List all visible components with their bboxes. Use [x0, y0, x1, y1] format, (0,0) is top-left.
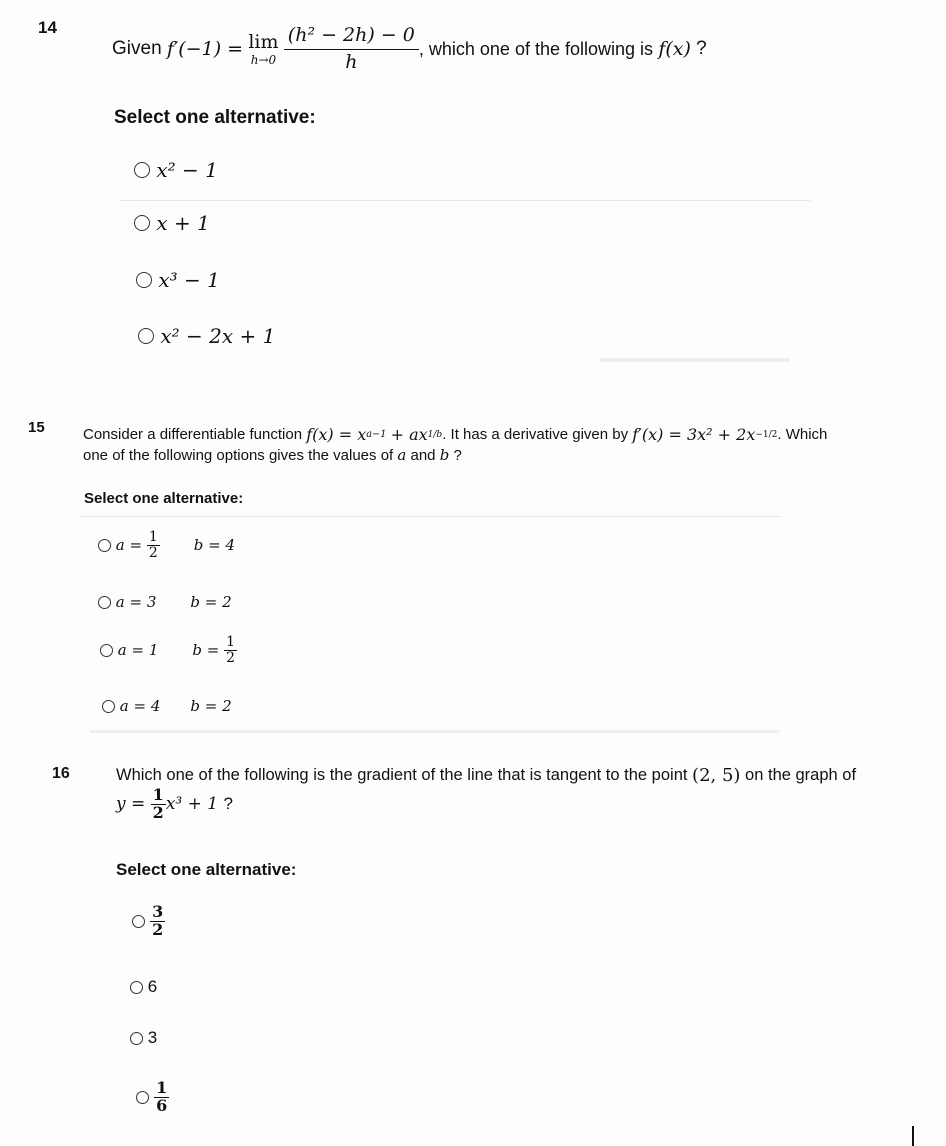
question-16-stem-line2	[116, 787, 233, 822]
q16-option-1[interactable]	[132, 904, 165, 939]
q14-option-1[interactable]	[134, 158, 218, 182]
q16-text2: on the graph of	[745, 766, 857, 784]
text-cursor-icon	[912, 1126, 914, 1146]
q15-which: . Which	[777, 426, 828, 443]
radio-circle-icon[interactable]	[130, 981, 143, 994]
radio-circle-icon[interactable]	[130, 1032, 143, 1045]
q16-option-4-frac	[154, 1080, 169, 1115]
q14-lim: lim	[248, 30, 279, 53]
q16-option-4[interactable]	[136, 1080, 169, 1115]
q15-option-3[interactable]	[100, 635, 237, 665]
q14-option-1-label: x² − 1	[156, 158, 218, 182]
q15-option-1-a-den: 2	[148, 544, 158, 561]
q14-tail-f: f(x)	[658, 38, 691, 61]
q16-y-rest: x³ + 1	[165, 794, 219, 815]
q14-frac-den: h	[345, 50, 358, 73]
q14-f-lhs: f′(−1) =	[166, 38, 244, 61]
q14-tail-q: ?	[696, 38, 707, 60]
q16-option-2-label: 6	[147, 977, 158, 996]
q15-qmark: ?	[453, 446, 462, 464]
q15-option-2[interactable]	[98, 593, 232, 611]
radio-circle-icon[interactable]	[136, 1091, 149, 1104]
q14-limit	[248, 30, 279, 67]
q15-func-exp2: 1/b	[427, 429, 443, 440]
q16-option-4-num: 1	[156, 1078, 168, 1097]
q15-line2: one of the following options gives the values of	[83, 446, 394, 464]
q15-option-1[interactable]	[98, 530, 235, 560]
q15-option-3-b-label: b =	[192, 641, 220, 660]
q16-option-3[interactable]	[130, 1028, 157, 1048]
q15-and: and	[410, 446, 436, 464]
divider	[80, 516, 780, 517]
radio-circle-icon[interactable]	[98, 596, 111, 609]
divider	[600, 358, 790, 362]
q14-option-3-label: x³ − 1	[158, 268, 220, 292]
q14-given: Given	[112, 38, 162, 60]
radio-circle-icon[interactable]	[136, 272, 152, 288]
q15-option-2-b: b = 2	[190, 593, 232, 611]
radio-circle-icon[interactable]	[134, 162, 150, 178]
q15-select-label: Select one alternative:	[84, 490, 244, 507]
question-14-number: 14	[38, 18, 57, 37]
q14-option-4[interactable]	[138, 324, 275, 348]
q15-option-4[interactable]	[102, 697, 232, 715]
q14-option-4-label: x² − 2x + 1	[160, 324, 276, 348]
q15-option-1-a-num: 1	[148, 529, 158, 545]
q15-option-1-a-label: a =	[115, 536, 143, 555]
q16-qmark: ?	[223, 794, 233, 814]
q14-option-2[interactable]	[134, 211, 210, 235]
radio-circle-icon[interactable]	[98, 539, 111, 552]
q15-intro: Consider a differentiable function	[83, 426, 303, 443]
q15-option-3-a: a = 1	[117, 641, 159, 660]
q16-option-1-num: 3	[152, 902, 164, 921]
q15-option-1-a-frac	[147, 530, 160, 560]
q16-text: Which one of the following is the gradient of the line that is tangent to the point	[116, 766, 688, 784]
question-15-number: 15	[28, 419, 45, 436]
q16-y-eq: y =	[116, 794, 146, 815]
q16-option-1-frac	[150, 904, 165, 939]
q15-option-3-b-frac	[224, 635, 237, 665]
divider	[90, 730, 780, 733]
radio-circle-icon[interactable]	[100, 644, 113, 657]
q16-option-3-label: 3	[147, 1028, 158, 1047]
q16-option-2[interactable]	[130, 977, 157, 997]
radio-circle-icon[interactable]	[132, 915, 145, 928]
question-16-number: 16	[52, 765, 70, 782]
radio-circle-icon[interactable]	[134, 215, 150, 231]
q16-y-frac	[151, 787, 166, 822]
q16-select-label: Select one alternative:	[116, 860, 297, 879]
q15-option-3-b-den: 2	[226, 649, 236, 666]
q15-option-2-a: a = 3	[115, 593, 157, 611]
q16-y-den: 2	[152, 802, 164, 822]
question-15-stem-line1	[83, 425, 827, 444]
q16-y-num: 1	[152, 785, 164, 804]
divider	[120, 200, 810, 201]
q15-mid: . It has a derivative given by	[442, 426, 629, 443]
q16-point: (2, 5)	[692, 765, 741, 786]
q15-deriv: f′(x) = 3x² + 2x	[632, 425, 756, 444]
q15-option-1-b: b = 4	[193, 536, 236, 555]
question-14-stem	[112, 26, 707, 73]
q14-select-label: Select one alternative:	[114, 107, 316, 128]
q14-lim-sub: h→0	[250, 52, 277, 67]
q14-frac-num: (h² − 2h) − 0	[284, 26, 419, 50]
q14-option-2-label: x + 1	[156, 211, 210, 235]
q15-var-b: b	[439, 446, 450, 464]
q15-option-4-b: b = 2	[190, 697, 232, 715]
q15-option-3-b-num: 1	[226, 634, 236, 650]
q14-fraction	[284, 26, 419, 73]
radio-circle-icon[interactable]	[138, 328, 154, 344]
q15-func-plus: + ax	[390, 425, 428, 444]
q16-option-1-den: 2	[152, 919, 164, 939]
question-15-stem-line2	[83, 446, 462, 464]
q15-deriv-exp: −1/2	[755, 429, 778, 440]
q16-option-4-den: 6	[156, 1095, 168, 1115]
q15-func-exp1: a−1	[366, 429, 387, 440]
q15-var-a: a	[397, 446, 407, 464]
q15-option-4-a: a = 4	[119, 697, 161, 715]
q14-tail: , which one of the following is	[418, 38, 654, 59]
radio-circle-icon[interactable]	[102, 700, 115, 713]
q15-func: f(x) = x	[306, 425, 367, 444]
question-16-stem-line1	[116, 765, 856, 786]
q14-option-3[interactable]	[136, 268, 220, 292]
